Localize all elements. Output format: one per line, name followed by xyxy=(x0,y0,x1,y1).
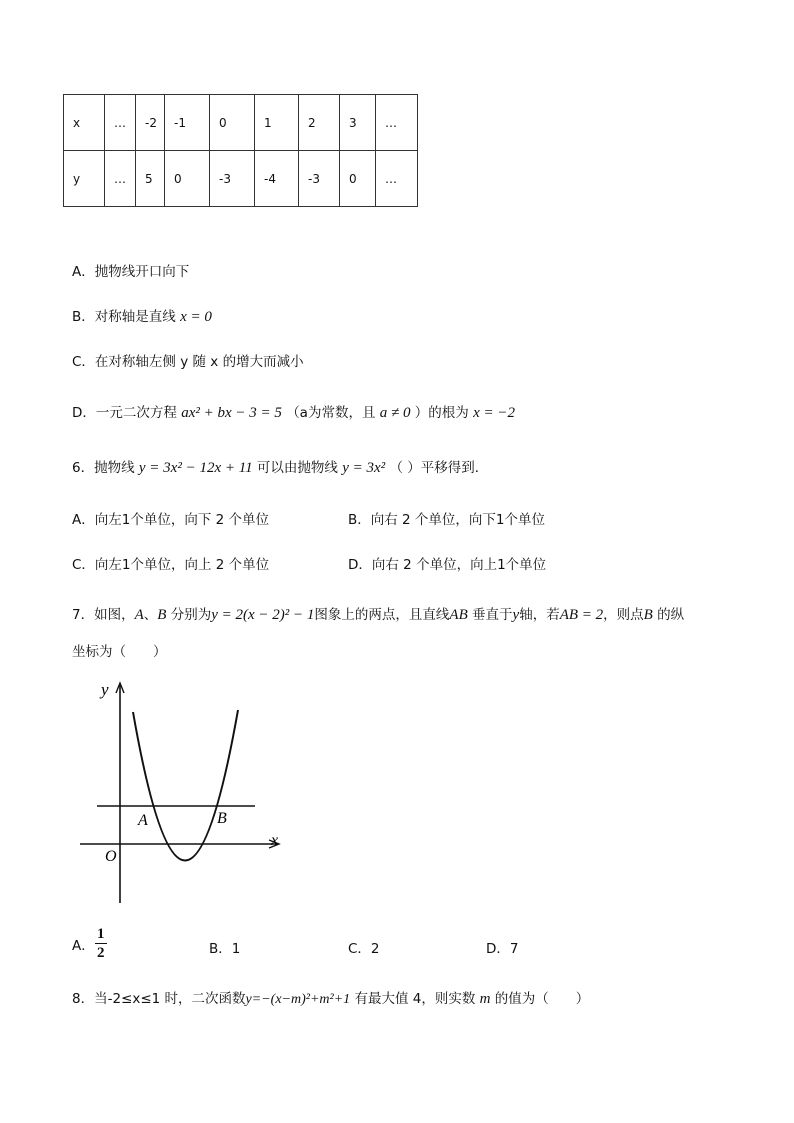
question-text: 轴，若 xyxy=(519,607,560,623)
x-label: x xyxy=(271,832,279,849)
separator: 、 xyxy=(143,607,158,623)
question-text: 垂直于 xyxy=(467,607,513,623)
equation: x = 0 xyxy=(180,309,212,325)
table-cell: 0 xyxy=(165,151,210,207)
table-cell: y xyxy=(64,151,105,207)
table-cell: 3 xyxy=(340,95,376,151)
table-cell: 5 xyxy=(136,151,165,207)
q8-stem xyxy=(72,987,589,1008)
q5-option-d xyxy=(72,401,515,422)
option-text: （a为常数，且 xyxy=(286,405,376,421)
variable: m xyxy=(479,991,491,1007)
denominator: 2 xyxy=(97,945,105,961)
q6-option-d: D．向右 2 个单位，向上1个单位 xyxy=(348,557,547,573)
equation: y = 3x² − 12x + 11 xyxy=(138,460,253,476)
equation: y = 3x² xyxy=(342,460,386,476)
table-cell: -2 xyxy=(136,95,165,151)
question-number: 6．抛物线 xyxy=(72,460,135,476)
segment-label: AB xyxy=(449,607,468,623)
table-cell: 0 xyxy=(340,151,376,207)
equation: ax² + bx − 3 = 5 xyxy=(181,405,282,421)
table-cell: x xyxy=(64,95,105,151)
origin-label: O xyxy=(105,848,117,865)
q5-option-c: C．在对称轴左侧 y 随 x 的增大而减小 xyxy=(72,354,304,370)
q7-option-a xyxy=(72,926,107,961)
option-text: D．一元二次方程 xyxy=(72,405,177,421)
parabola-curve xyxy=(133,710,238,861)
table-cell: … xyxy=(376,95,418,151)
parabola-figure xyxy=(75,675,295,910)
table-cell: … xyxy=(105,95,136,151)
point-label: B xyxy=(157,607,167,623)
q6-option-c: C．向左1个单位，向上 2 个单位 xyxy=(72,557,270,573)
q5-option-a: A．抛物线开口向下 xyxy=(72,264,190,280)
table-cell: 2 xyxy=(299,95,340,151)
table-cell: … xyxy=(376,151,418,207)
table-row-y xyxy=(64,151,418,207)
q7-option-b: B．1 xyxy=(209,941,241,957)
question-text: 可以由抛物线 xyxy=(256,460,338,476)
table-cell: -1 xyxy=(165,95,210,151)
question-number: 7．如图， xyxy=(72,607,135,623)
point-label: B xyxy=(643,607,653,623)
question-text: 有最大值 4，则实数 xyxy=(350,991,480,1007)
condition: AB = 2 xyxy=(559,607,604,623)
table-row-x xyxy=(64,95,418,151)
table-cell: -3 xyxy=(210,151,255,207)
y-label: y xyxy=(101,680,109,699)
option-text: ）的根为 xyxy=(414,405,469,421)
q6-option-a: A．向左1个单位，向下 2 个单位 xyxy=(72,512,269,528)
question-text: 的值为（ ） xyxy=(490,991,590,1007)
value-table xyxy=(63,94,418,207)
point-a-label: A xyxy=(138,812,148,829)
table-cell: -4 xyxy=(255,151,299,207)
q6-option-b: B．向右 2 个单位，向下1个单位 xyxy=(348,512,546,528)
question-text: 8．当-2≤x≤1 时，二次函数 xyxy=(72,991,246,1007)
point-b-label: B xyxy=(217,810,227,827)
question-text: 的纵 xyxy=(652,607,685,623)
option-text: B．对称轴是直线 xyxy=(72,309,176,325)
fraction-bar xyxy=(95,943,107,944)
point-label: A xyxy=(134,607,144,623)
question-text: （ ）平移得到． xyxy=(389,460,489,476)
q7-stem xyxy=(72,603,684,624)
axis-label: y xyxy=(512,607,520,623)
q7-option-c: C．2 xyxy=(348,941,380,957)
q5-option-b xyxy=(72,305,212,326)
table-cell: 0 xyxy=(210,95,255,151)
q6-stem xyxy=(72,456,488,477)
root: x = −2 xyxy=(473,405,515,421)
equation: y=−(x−m)²+m²+1 xyxy=(245,992,351,1007)
table-cell: … xyxy=(105,151,136,207)
equation: y = 2(x − 2)² − 1 xyxy=(211,607,315,623)
condition: a ≠ 0 xyxy=(379,405,411,421)
q7-option-d: D．7 xyxy=(486,941,519,957)
option-label: A． xyxy=(72,937,95,954)
question-text: 分别为 xyxy=(166,607,212,623)
question-text: 图象上的两点，且直线 xyxy=(314,607,450,623)
question-text: ，则点 xyxy=(603,607,644,623)
table-cell: 1 xyxy=(255,95,299,151)
fraction xyxy=(95,926,107,961)
table-cell: -3 xyxy=(299,151,340,207)
q7-stem-line2: 坐标为（ ） xyxy=(72,644,167,660)
numerator: 1 xyxy=(97,926,105,942)
